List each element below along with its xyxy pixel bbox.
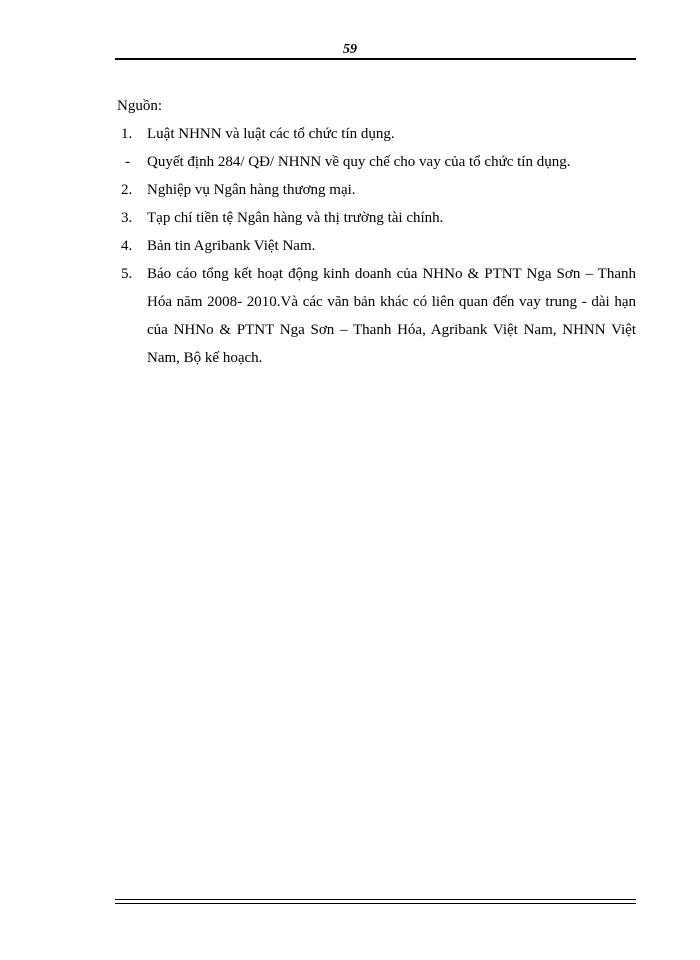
list-item bbox=[121, 204, 636, 232]
list-item-text: Nghiệp vụ Ngân hàng thương mại. bbox=[147, 182, 356, 198]
list-item-text: Luật NHNN và luật các tổ chức tín dụng. bbox=[147, 126, 395, 142]
source-label: Nguồn: bbox=[117, 98, 162, 114]
list-item-text: Tạp chí tiền tệ Ngân hàng và thị trường tài chính. bbox=[147, 210, 444, 226]
list-item-number: 4. bbox=[121, 238, 133, 254]
footer-rule bbox=[115, 899, 636, 904]
list-item bbox=[121, 176, 636, 204]
list-item bbox=[121, 120, 636, 148]
list-item-text: Bản tin Agribank Việt Nam. bbox=[147, 238, 316, 254]
header-rule bbox=[115, 58, 636, 60]
list-item-number: 2. bbox=[121, 182, 133, 198]
list-item-number: 3. bbox=[121, 210, 133, 226]
list-item-text: Báo cáo tổng kết hoạt động kinh doanh của NHNo & PTNT Nga Sơn – Thanh Hóa năm 2008- 2010.Và các văn bản khác có liên quan đến vay trung - dài hạn của NHNo & PTNT Nga Sơn – Thanh Hóa, Agribank Việt Nam, NHNN Việt Nam, Bộ kế hoạch. bbox=[147, 266, 636, 366]
sub-list-item-dash: - bbox=[125, 154, 130, 170]
sub-list-item bbox=[125, 148, 636, 176]
sub-list-item-text: Quyết định 284/ QĐ/ NHNN về quy chế cho vay của tổ chức tín dụng. bbox=[147, 154, 571, 170]
list-item bbox=[121, 260, 636, 372]
list-item-number: 1. bbox=[121, 126, 133, 142]
page-number: 59 bbox=[343, 42, 357, 57]
list-item bbox=[121, 232, 636, 260]
list-item-number: 5. bbox=[121, 266, 133, 282]
